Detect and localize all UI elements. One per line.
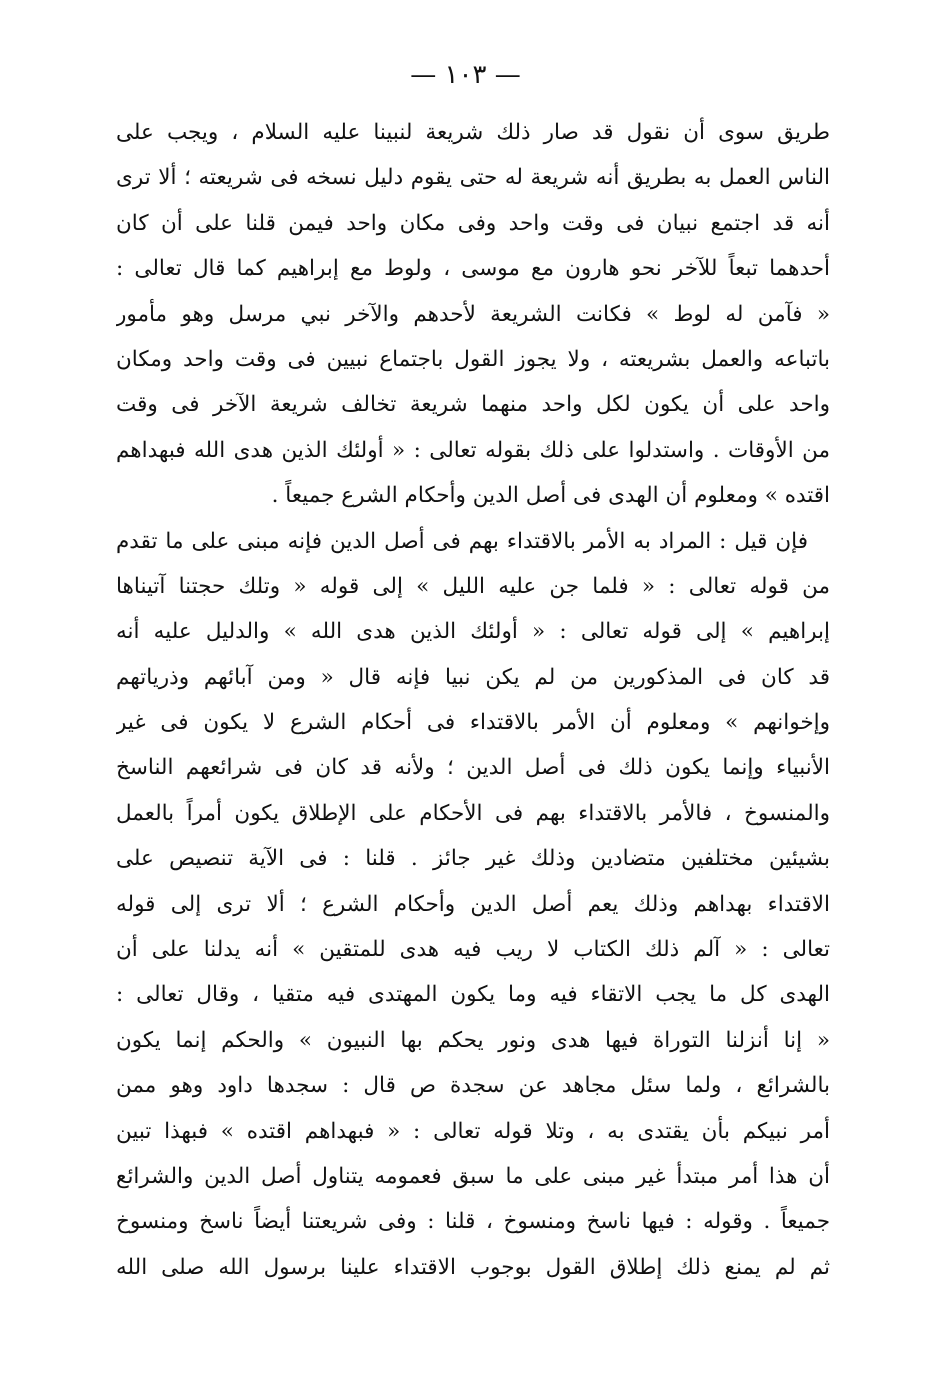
text-line: أحدهما تبعاً للآخر نحو هارون مع موسى ، ولوط مع إبراهيم كما قال تعالى :: [116, 256, 830, 282]
text-line: واحد على أن يكون لكل واحد منهما شريعة تخالف شريعة الآخر فى وقت: [116, 392, 830, 418]
text-line: أنه قد اجتمع نبيان فى وقت واحد وفى مكان واحد فيمن قلنا على أن كان: [116, 210, 830, 236]
text-line: أمر نبيكم بأن يقتدى به ، وتلا قوله تعالى : « فبهداهم اقتده » فبهذا تبين: [116, 1118, 830, 1144]
paragraph-1: [116, 110, 830, 519]
text-line: بشيئين مختلفين متضادين وذلك غير جائز . قلنا : فى الآية تنصيص على: [116, 846, 830, 872]
page-number: — ١٠٣ —: [410, 60, 521, 90]
body-text: [116, 110, 830, 1290]
text-line: وإخوانهم » ومعلوم أن الأمر بالاقتداء فى أحكام الشرع لا يكون فى غير: [116, 710, 830, 736]
text-line: الهدى كل ما يجب الاتقاء فيه وما يكون المهتدى فيه متقيا ، وقال تعالى :: [116, 982, 830, 1008]
text-line: فإن قيل : المراد به الأمر بالاقتداء بهم فى أصل الدين فإنه مبنى على ما تقدم: [116, 528, 808, 554]
text-line: ثم لم يمنع ذلك إطلاق القول بوجوب الاقتداء علينا برسول الله صلى الله: [116, 1254, 830, 1280]
text-line: « إنا أنزلنا التوراة فيها هدى ونور يحكم بها النبيون » والحكم إنما يكون: [116, 1027, 830, 1053]
text-line: إبراهيم » إلى قوله تعالى : « أولئك الذين هدى الله » والدليل عليه أنه: [116, 619, 830, 645]
text-line: الأنبياء وإنما يكون ذلك فى أصل الدين ؛ ولأنه قد كان فى شرائعهم الناسخ: [116, 755, 830, 781]
text-line: بالشرائع ، ولما سئل مجاهد عن سجدة ص قال : سجدها داود وهو ممن: [116, 1073, 830, 1099]
text-line: تعالى : « آلم ذلك الكتاب لا ريب فيه هدى للمتقين » أنه يدلنا على أن: [116, 937, 830, 963]
text-line: باتباعه والعمل بشريعته ، ولا يجوز القول باجتماع نبيين فى وقت واحد ومكان: [116, 346, 830, 372]
text-line: « فآمن له لوط » فكانت الشريعة لأحدهم والآخر نبي مرسل وهو مأمور: [116, 301, 830, 327]
text-line: قد كان فى المذكورين من لم يكن نبيا فإنه قال « ومن آبائهم وذرياتهم: [116, 664, 830, 690]
text-line: الناس العمل به بطريق أنه شريعة له حتى يقوم دليل نسخه فى شريعته ؛ ألا ترى: [116, 165, 830, 191]
text-line: طريق سوى أن نقول قد صار ذلك شريعة لنبينا عليه السلام ، ويجب على: [116, 120, 830, 145]
text-line: من الأوقات . واستدلوا على ذلك بقوله تعالى : « أولئك الذين هدى الله فبهداهم: [116, 437, 830, 463]
paragraph-2: [116, 519, 830, 1291]
text-line: والمنسوخ ، فالأمر بالاقتداء بهم فى الأحكام على الإطلاق يكون أمراً بالعمل: [116, 800, 830, 826]
text-line: جميعاً . وقوله : فيها ناسخ ومنسوخ ، قلنا : وفى شريعتنا أيضاً ناسخ ومنسوخ: [116, 1209, 830, 1235]
text-line: أن هذا أمر مبتدأ غير مبنى على ما سبق فعمومه يتناول أصل الدين والشرائع: [116, 1163, 830, 1189]
text-line: من قوله تعالى : « فلما جن عليه الليل » إلى قوله « وتلك حجتنا آتيناها: [116, 573, 830, 599]
text-line: الاقتداء بهداهم وذلك يعم أصل الدين وأحكام الشرع ؛ ألا ترى إلى قوله: [116, 891, 830, 917]
text-line: اقتده » ومعلوم أن الهدى فى أصل الدين وأحكام الشرع جميعاً .: [271, 483, 830, 509]
